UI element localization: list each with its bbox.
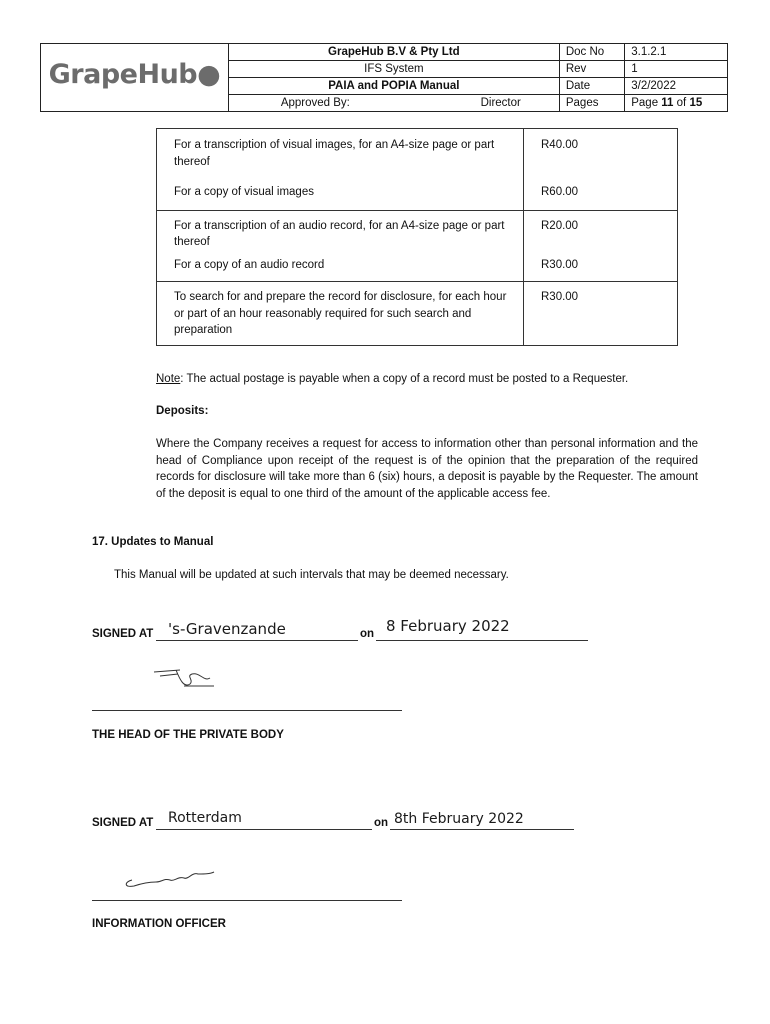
fee-table [156, 128, 678, 346]
on-label: on [360, 628, 375, 640]
fee-desc: For a transcription of visual images, for an A4-size page or part thereof [157, 129, 524, 171]
date-label: Date [559, 78, 624, 95]
deposits-text: Where the Company receives a request for access to information other than personal information and the head of Compliance upon receipt of the request is of the opinion that the preparation of the required records for disclosure will take more than 6 (six) hours, a deposit is payable by the Requester. The amount of the deposit is equal to one third of the amount of the applicable access fee. [156, 438, 698, 500]
fee-desc: For a copy of an audio record [157, 251, 524, 282]
approved-by-label: Approved By: [280, 97, 350, 109]
fee-amount: R20.00 [524, 210, 678, 251]
logo [41, 44, 229, 112]
doc-no-value: 3.1.2.1 [625, 44, 728, 61]
section-17-heading: 17. Updates to Manual [92, 536, 214, 548]
rev-label: Rev [559, 61, 624, 78]
signature-1 [150, 664, 220, 694]
fee-amount: R40.00 [524, 129, 678, 171]
signature-1-line [92, 710, 402, 711]
date-value: 3/2/2022 [625, 78, 728, 95]
fee-amount: R30.00 [524, 251, 678, 282]
doc-no-label: Doc No [559, 44, 624, 61]
company-name: GrapeHub B.V & Pty Ltd [228, 44, 559, 61]
signed-at-label: SIGNED AT [92, 628, 154, 640]
signed-place: 's-Gravenzande [168, 620, 286, 638]
signed-at-label: SIGNED AT [92, 817, 154, 829]
note-paragraph [156, 371, 716, 388]
approved-row [228, 95, 559, 112]
logo-mark: ● [197, 59, 221, 90]
signed-place: Rotterdam [168, 810, 242, 826]
signatory-role: THE HEAD OF THE PRIVATE BODY [92, 729, 284, 741]
logo-text: GrapeHub [48, 59, 198, 90]
place-underline [156, 829, 372, 830]
pages-label: Pages [559, 95, 624, 112]
place-underline [156, 640, 358, 641]
signed-date: 8 February 2022 [386, 617, 510, 635]
signature-2-line [92, 900, 402, 901]
fee-amount: R30.00 [524, 282, 678, 346]
approved-by-value: Director [480, 97, 521, 109]
fee-amount: R60.00 [524, 170, 678, 210]
deposits-heading: Deposits: [156, 405, 209, 417]
note-text: : The actual postage is payable when a copy of a record must be posted to a Requester. [180, 373, 629, 385]
fee-desc: For a transcription of an audio record, for an A4-size page or part thereof [157, 210, 524, 251]
on-label: on [374, 817, 389, 829]
fee-desc: To search for and prepare the record for disclosure, for each hour or part of an hour reasonably required for such search and preparation [157, 282, 524, 346]
rev-value: 1 [625, 61, 728, 78]
manual-title: PAIA and POPIA Manual [228, 78, 559, 95]
signatory-role: INFORMATION OFFICER [92, 918, 226, 930]
document-header [40, 43, 728, 112]
signed-date: 8th February 2022 [394, 811, 524, 827]
note-label: Note [156, 373, 181, 385]
fee-desc: For a copy of visual images [157, 170, 524, 210]
system-name: IFS System [228, 61, 559, 78]
section-17-text: This Manual will be updated at such intervals that may be deemed necessary. [114, 569, 509, 581]
signature-2 [118, 866, 218, 892]
date-underline [390, 829, 574, 830]
date-underline [376, 640, 588, 641]
page-indicator: Page 11 of 15 [625, 95, 728, 112]
